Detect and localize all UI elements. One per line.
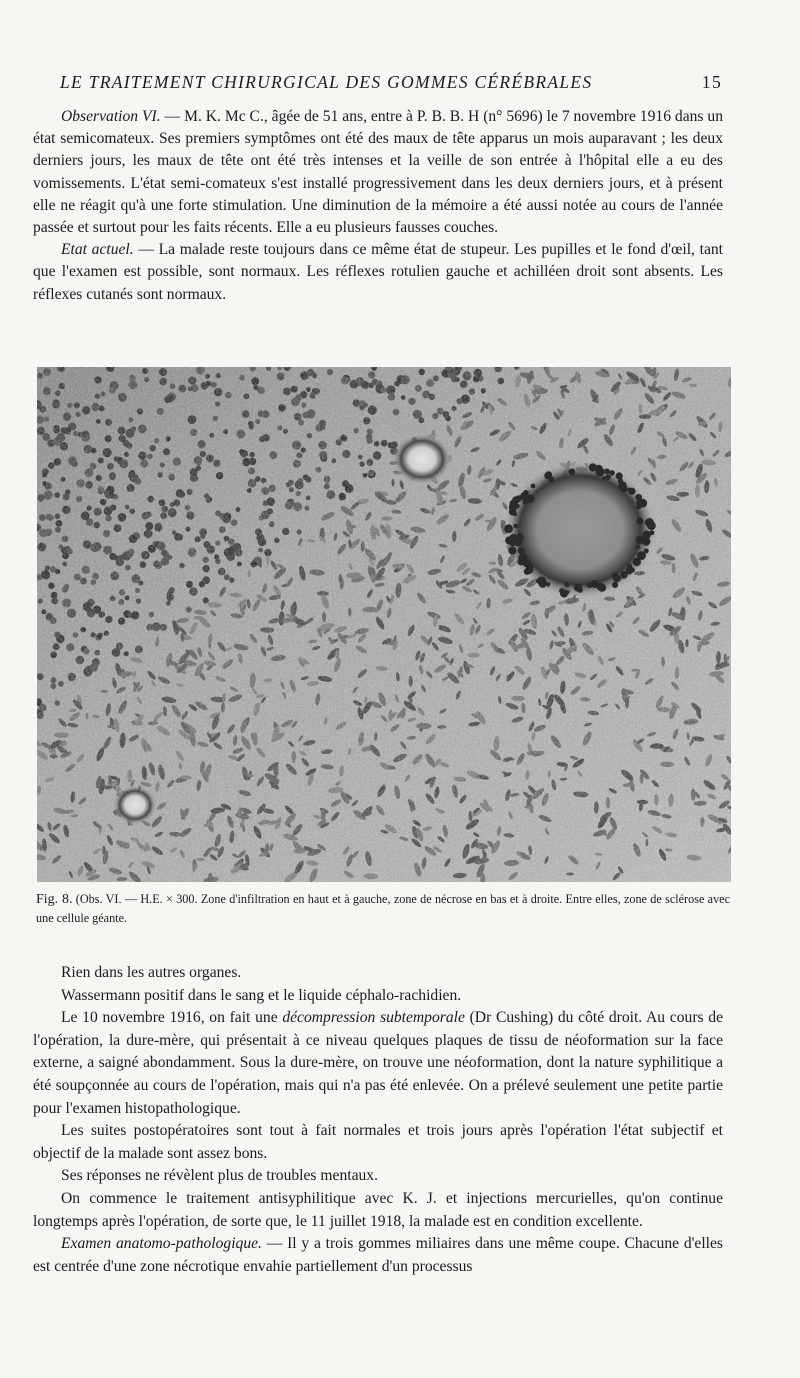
giant-cell-nucleus xyxy=(604,469,610,475)
page-header xyxy=(60,72,722,96)
examen-text: — Il y a trois gommes miliaires dans une même coupe. Chacune d'elles est centrée d'une zone nécrotique envahie partiellement d'un processus xyxy=(33,1235,723,1275)
emphasis: décompression subtemporale xyxy=(282,1009,465,1027)
etat-actuel-label: Etat actuel. xyxy=(61,241,134,259)
paragraph: Ses réponses ne révèlent plus de troubles mentaux. xyxy=(61,1167,378,1185)
giant-cell-nucleus xyxy=(647,521,656,530)
giant-cell-nucleus xyxy=(561,589,565,593)
micrograph-image xyxy=(37,367,731,882)
giant-cell-nucleus xyxy=(522,499,528,505)
giant-cell-nucleus xyxy=(636,517,643,524)
blood-vessel xyxy=(392,433,452,485)
giant-cell-nucleus xyxy=(529,565,533,569)
body-section xyxy=(33,962,723,1278)
giant-cell-nucleus xyxy=(612,582,618,588)
giant-cell-nucleus xyxy=(613,574,621,582)
giant-cell-nucleus xyxy=(589,463,597,471)
paragraph: Rien dans les autres organes. xyxy=(61,964,242,981)
giant-cell-nucleus xyxy=(524,568,530,574)
giant-cell-nucleus xyxy=(531,484,536,489)
observation-paragraph xyxy=(33,106,723,239)
running-title: LE TRAITEMENT CHIRURGICAL DES GOMMES CÉRÉBRALES xyxy=(60,72,593,92)
blood-vessel xyxy=(113,785,157,825)
giant-cell-nucleus xyxy=(512,538,518,544)
giant-cell-nucleus xyxy=(642,537,651,546)
giant-cell-nucleus xyxy=(628,488,635,495)
examen-paragraph xyxy=(33,1233,723,1278)
observation-section xyxy=(33,106,723,306)
giant-cell-nucleus xyxy=(597,583,605,591)
giant-cell-nucleus xyxy=(510,500,518,508)
examen-label: Examen anatomo-pathologique. xyxy=(61,1235,262,1253)
giant-cell-nucleus xyxy=(539,579,548,588)
giant-cell-nucleus xyxy=(545,471,552,478)
giant-cell-nucleus xyxy=(523,490,529,496)
giant-cell-nucleus xyxy=(504,524,513,533)
paragraph: Le 10 novembre 1916, on fait une décompression subtemporale (Dr Cushing) du côté droit. Au cours de l'opération, la dure-mère, qui présentait à ce niveau quelques plaques de tissu de néoformation sur la face externe, a saigné abondamment. Sous la dure-mère, on trouve une néoformation, dont la nature syphilitique a été soupçonnée au cours de l'opération, mais qui n'a pas été enlevée. On a prélevé seulement une petite partie pour l'examen histopathologique. xyxy=(33,1009,724,1117)
etat-actuel-text: — La malade reste toujours dans ce même état de stupeur. Les pupilles et le fond d'œil, tant que l'examen est possible, sont normaux. Les réflexes rotulien gauche et achilléen droit sont absents. Les réflexes cutanés sont normaux. xyxy=(33,241,723,303)
giant-cell-nucleus xyxy=(635,545,640,550)
giant-cell-nucleus xyxy=(513,524,518,529)
figure-caption xyxy=(36,890,730,927)
giant-cell-nucleus xyxy=(626,567,633,574)
giant-cell-nucleus xyxy=(602,477,606,481)
giant-cell-nucleus xyxy=(616,472,623,479)
giant-cell-nucleus xyxy=(518,547,525,554)
etat-actuel-paragraph xyxy=(33,239,723,306)
giant-cell-nucleus xyxy=(607,475,611,479)
giant-cell-nucleus xyxy=(521,554,528,561)
giant-cell-nucleus xyxy=(609,470,615,476)
paragraph: Les suites postopératoires sont tout à fait normales et trois jours après l'opération l'état subjectif et objectif de la malade sont assez bons. xyxy=(33,1122,723,1162)
giant-cell-nucleus xyxy=(565,590,569,594)
figure-label: Fig. 8. xyxy=(36,892,73,907)
giant-cell-nucleus xyxy=(633,558,641,566)
micrograph-figure xyxy=(37,367,731,882)
giant-cell xyxy=(502,460,658,600)
page-number: 15 xyxy=(701,72,722,92)
giant-cell-nucleus xyxy=(569,469,576,476)
giant-cell-nucleus xyxy=(513,512,517,516)
figure-caption-text: (Obs. VI. — H.E. × 300. Zone d'infiltration en haut et à gauche, zone de nécrose en bas et à droite. Entre elles, zone de sclérose avec une cellule géante. xyxy=(36,892,730,925)
giant-cell-nucleus xyxy=(508,546,516,554)
observation-label: Observation VI. xyxy=(61,108,161,125)
observation-text: — M. K. Mc C., âgée de 51 ans, entre à P. B. B. H (n° 5696) le 7 novembre 1916 dans un état semicomateux. Ses premiers symptômes ont été des maux de tête apparus un mois auparavant ; les deux derniers jours, les maux de tête ont été très intenses et la veille de son entrée à l'hôpital elle a eu des vomissements. L'état semi-comateux s'est installé progressivement dans les deux derniers jours, et à présent elle ne réagit qu'à une forte stimulation. Une diminution de la mémoire a été aussi notée au cours de l'année passée et surtout pour les faits récents. Elle a eu plusieurs fausses couches. xyxy=(33,108,724,237)
giant-cell-nucleus xyxy=(644,548,649,553)
paragraph: On commence le traitement antisyphilitique avec K. J. et injections mercurielles, qu'on continue longtemps après l'opération, de sorte que, le 11 juillet 1918, la malade est en condition excellente. xyxy=(33,1189,723,1230)
giant-cell-nucleus xyxy=(564,582,569,587)
giant-cell-nucleus xyxy=(577,587,583,593)
giant-cell-nucleus xyxy=(618,481,627,490)
paragraph: Wassermann positif dans le sang et le liquide céphalo-rachidien. xyxy=(61,986,462,1004)
giant-cell-nucleus xyxy=(636,504,641,509)
